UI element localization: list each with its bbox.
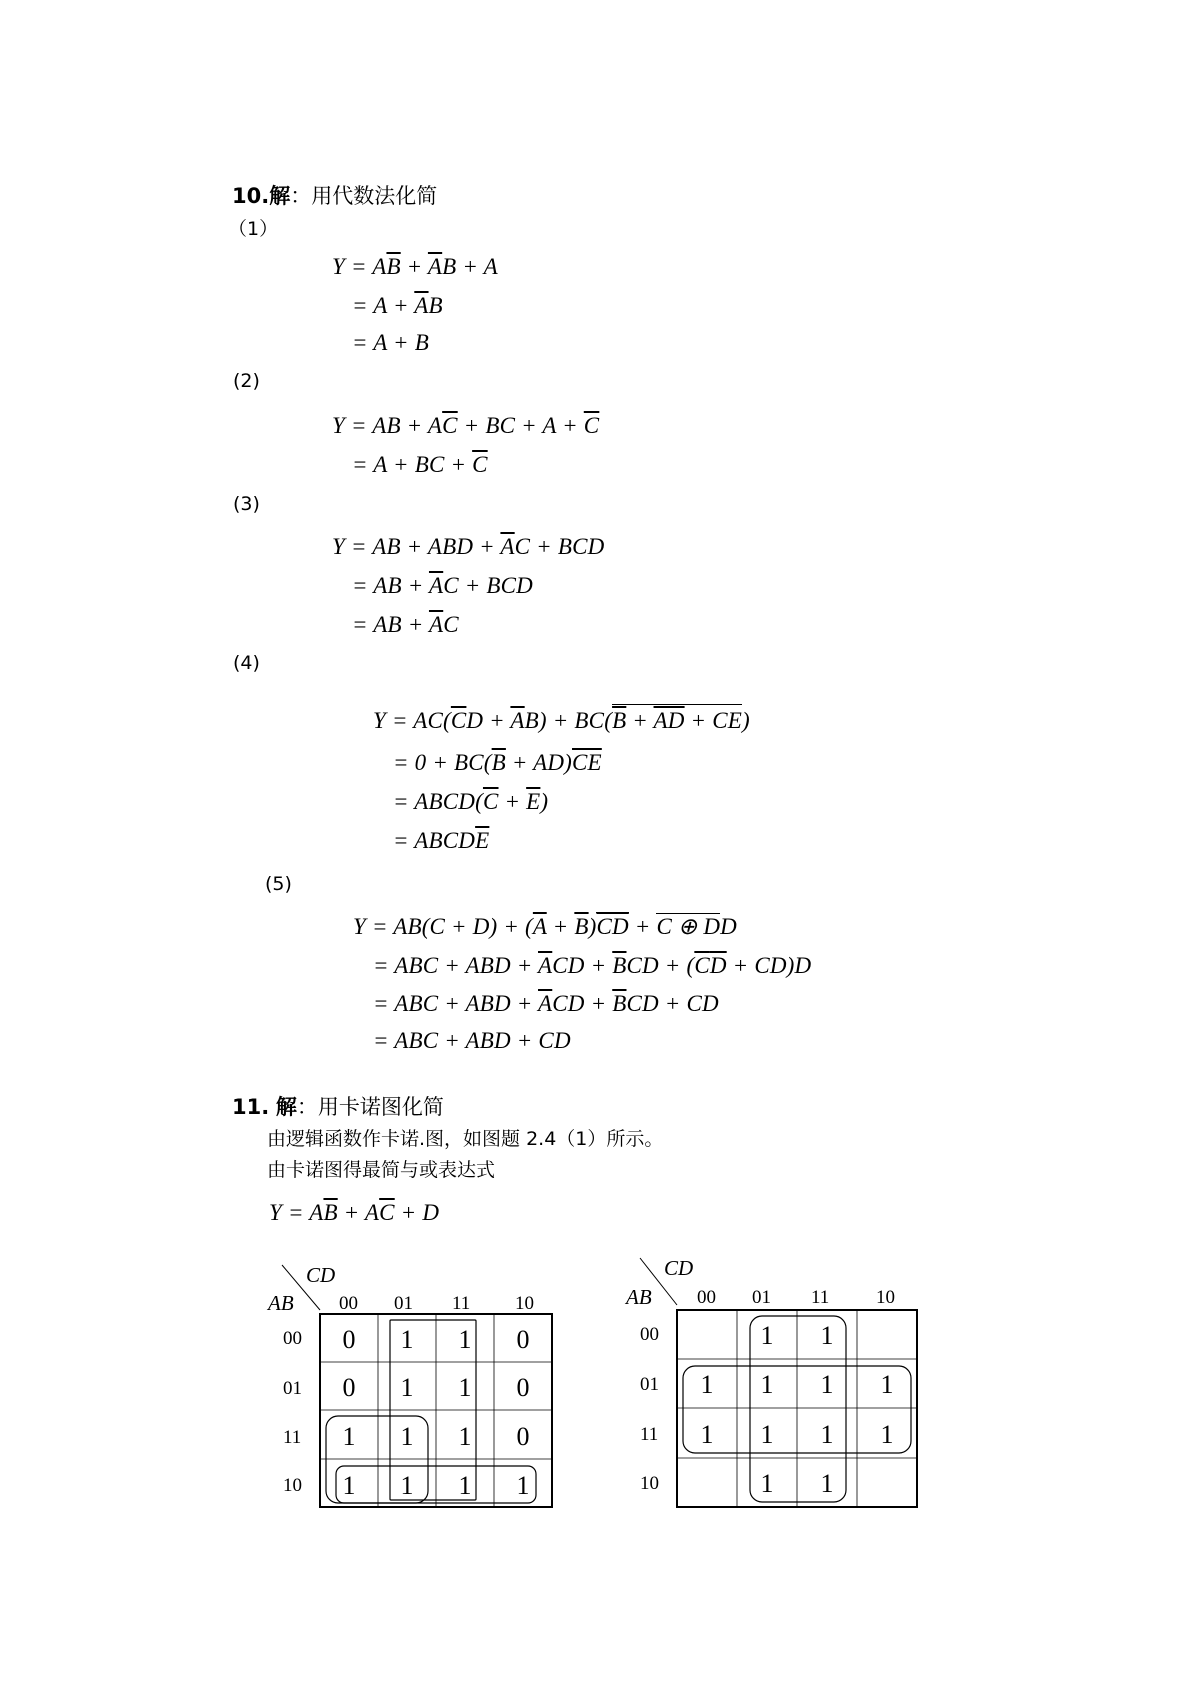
eq3-line1: Y = AB + ABD + $\overline{A}C$ + BCD bbox=[332, 534, 605, 559]
eq4-line2: = $0 + BC(\overline{B} + AD)\overline{CE}$ bbox=[393, 750, 602, 775]
kmap-left-col-10: 10 bbox=[515, 1293, 534, 1314]
q11-jie: 解 bbox=[275, 1095, 297, 1119]
kmap-left-cell: 1 bbox=[342, 1471, 356, 1500]
kmap-left-cell: 1 bbox=[400, 1373, 414, 1402]
kmap-right-cell: 1 bbox=[880, 1420, 894, 1449]
kmap-left-cell: 1 bbox=[458, 1325, 472, 1354]
kmap-left-cell: 1 bbox=[400, 1325, 414, 1354]
kmap-left-var-cd: CD bbox=[306, 1263, 336, 1287]
kmap-right bbox=[620, 1250, 920, 1520]
q10-jie: 解 bbox=[269, 184, 291, 208]
eq5-line1: $Y = AB(C + D) + (\overline{A} + \overline{B})\overline{CD} + C$ ⊕ DD bbox=[353, 914, 737, 939]
kmap-right-gridlines bbox=[677, 1310, 917, 1507]
eq5-line2: = ABC + ABD + $\overline{A}CD + \overline{B}CD + (\overline{C}\overline{D} + CD)D$ bbox=[373, 953, 812, 978]
q11-title: 用卡诺图化简 bbox=[317, 1095, 444, 1119]
kmap-left-cell: 1 bbox=[400, 1471, 414, 1500]
kmap-right-cell: 1 bbox=[820, 1370, 834, 1399]
kmap-right-cell: 1 bbox=[820, 1321, 834, 1350]
kmap-right-cell: 1 bbox=[880, 1370, 894, 1399]
kmap-left-row-00: 00 bbox=[283, 1328, 302, 1349]
kmap-left-cell: 0 bbox=[516, 1422, 530, 1451]
kmap-left-row-10: 10 bbox=[283, 1475, 302, 1496]
kmap-left-cell: 0 bbox=[516, 1373, 530, 1402]
kmap-right-cell: 1 bbox=[760, 1469, 774, 1498]
kmap-right-row-11: 11 bbox=[640, 1424, 659, 1445]
kmap-right-row-10: 10 bbox=[640, 1473, 659, 1494]
eq1-line2: = $A + \overline{A}B$ bbox=[352, 293, 443, 318]
kmap-right-cell: 1 bbox=[760, 1370, 774, 1399]
part-2-label: (2) bbox=[233, 370, 260, 392]
part-5-label: (5) bbox=[265, 873, 292, 895]
kmap-left-cell: 0 bbox=[342, 1325, 356, 1354]
eq4-line1: $Y = AC(\overline{C}D + \overline{A}B) + BC(\overline{B} + \overline{AD} + CE)$ bbox=[373, 708, 750, 734]
eq1-line3: = A + B bbox=[352, 330, 429, 355]
kmap-left-cell: 0 bbox=[516, 1325, 530, 1354]
kmap-right-cell: 1 bbox=[700, 1370, 714, 1399]
eq2-line2: = A + BC + $\overline{C}$ bbox=[352, 452, 488, 477]
kmap-left-cell: 0 bbox=[342, 1373, 356, 1402]
eq5-line3: = ABC + ABD + $\overline{A}CD + \overline{B}CD$ + CD bbox=[373, 991, 719, 1016]
q10-heading bbox=[232, 180, 437, 210]
kmap-right-cell: 1 bbox=[700, 1420, 714, 1449]
kmap-left-col-11: 11 bbox=[452, 1293, 471, 1314]
kmap-left-groups bbox=[326, 1320, 536, 1503]
kmap-right-col-11: 11 bbox=[811, 1287, 830, 1308]
q11-colon: ： bbox=[296, 1095, 318, 1119]
q11-result-expression: $Y = A\overline{B} + A\overline{C} + D$ bbox=[269, 1200, 440, 1225]
eq4-line4: = $ABCD\overline{E}$ bbox=[393, 828, 490, 853]
kmap-right-cell: 1 bbox=[820, 1469, 834, 1498]
kmap-right-cell: 1 bbox=[820, 1420, 834, 1449]
kmap-right-col-00: 00 bbox=[697, 1287, 716, 1308]
part-1-label: （1） bbox=[228, 218, 279, 240]
kmap-left-col-00: 00 bbox=[339, 1293, 358, 1314]
q11-line1: 由逻辑函数作卡诺.图，如图题 2.4（1）所示。 bbox=[267, 1128, 664, 1150]
eq1-line1: $Y = A\overline{B} + \overline{A}B + A$ bbox=[332, 254, 498, 279]
q10-title: 用代数法化简 bbox=[311, 184, 438, 208]
eq5-line4: = ABC + ABD + CD bbox=[373, 1028, 571, 1053]
kmap-right-col-10: 10 bbox=[876, 1287, 895, 1308]
kmap-left-cell: 1 bbox=[458, 1471, 472, 1500]
kmap-left-cell: 1 bbox=[516, 1471, 530, 1500]
kmap-left-col-01: 01 bbox=[394, 1293, 413, 1314]
part-3-label: (3) bbox=[233, 493, 260, 515]
q11-dot: . bbox=[261, 1095, 270, 1119]
kmap-left-row-01: 01 bbox=[283, 1378, 302, 1399]
kmap-right-row-00: 00 bbox=[640, 1324, 659, 1345]
eq4-line3: = $ABCD(\overline{C} + \overline{E})$ bbox=[393, 789, 549, 814]
kmap-right-var-ab: AB bbox=[626, 1285, 652, 1309]
kmap-right-cell: 1 bbox=[760, 1420, 774, 1449]
kmap-left-cell: 1 bbox=[342, 1422, 356, 1451]
kmap-left bbox=[262, 1260, 562, 1520]
q11-heading bbox=[232, 1091, 444, 1121]
kmap-left-row-11: 11 bbox=[283, 1427, 302, 1448]
q10-number: 10. bbox=[232, 184, 270, 208]
kmap-left-var-ab: AB bbox=[268, 1291, 294, 1315]
kmap-right-var-cd: CD bbox=[664, 1256, 694, 1280]
part-4-label: (4) bbox=[233, 652, 260, 674]
q11-line2: 由卡诺图得最简与或表达式 bbox=[267, 1159, 496, 1181]
eq2-line1: Y = AB + $A\overline{C}$ + BC + $A + \overline{C}$ bbox=[332, 413, 600, 438]
eq3-line3: = AB + $\overline{A}C$ bbox=[352, 612, 459, 637]
kmap-left-cell: 1 bbox=[400, 1422, 414, 1451]
kmap-right-col-01: 01 bbox=[752, 1287, 771, 1308]
eq3-line2: = AB + $\overline{A}C$ + BCD bbox=[352, 573, 533, 598]
kmap-right-cell: 1 bbox=[760, 1321, 774, 1350]
kmap-left-cell: 1 bbox=[458, 1373, 472, 1402]
q11-number: 11 bbox=[232, 1095, 262, 1119]
kmap-right-row-01: 01 bbox=[640, 1374, 659, 1395]
kmap-left-cell: 1 bbox=[458, 1422, 472, 1451]
q10-colon: ： bbox=[290, 184, 312, 208]
